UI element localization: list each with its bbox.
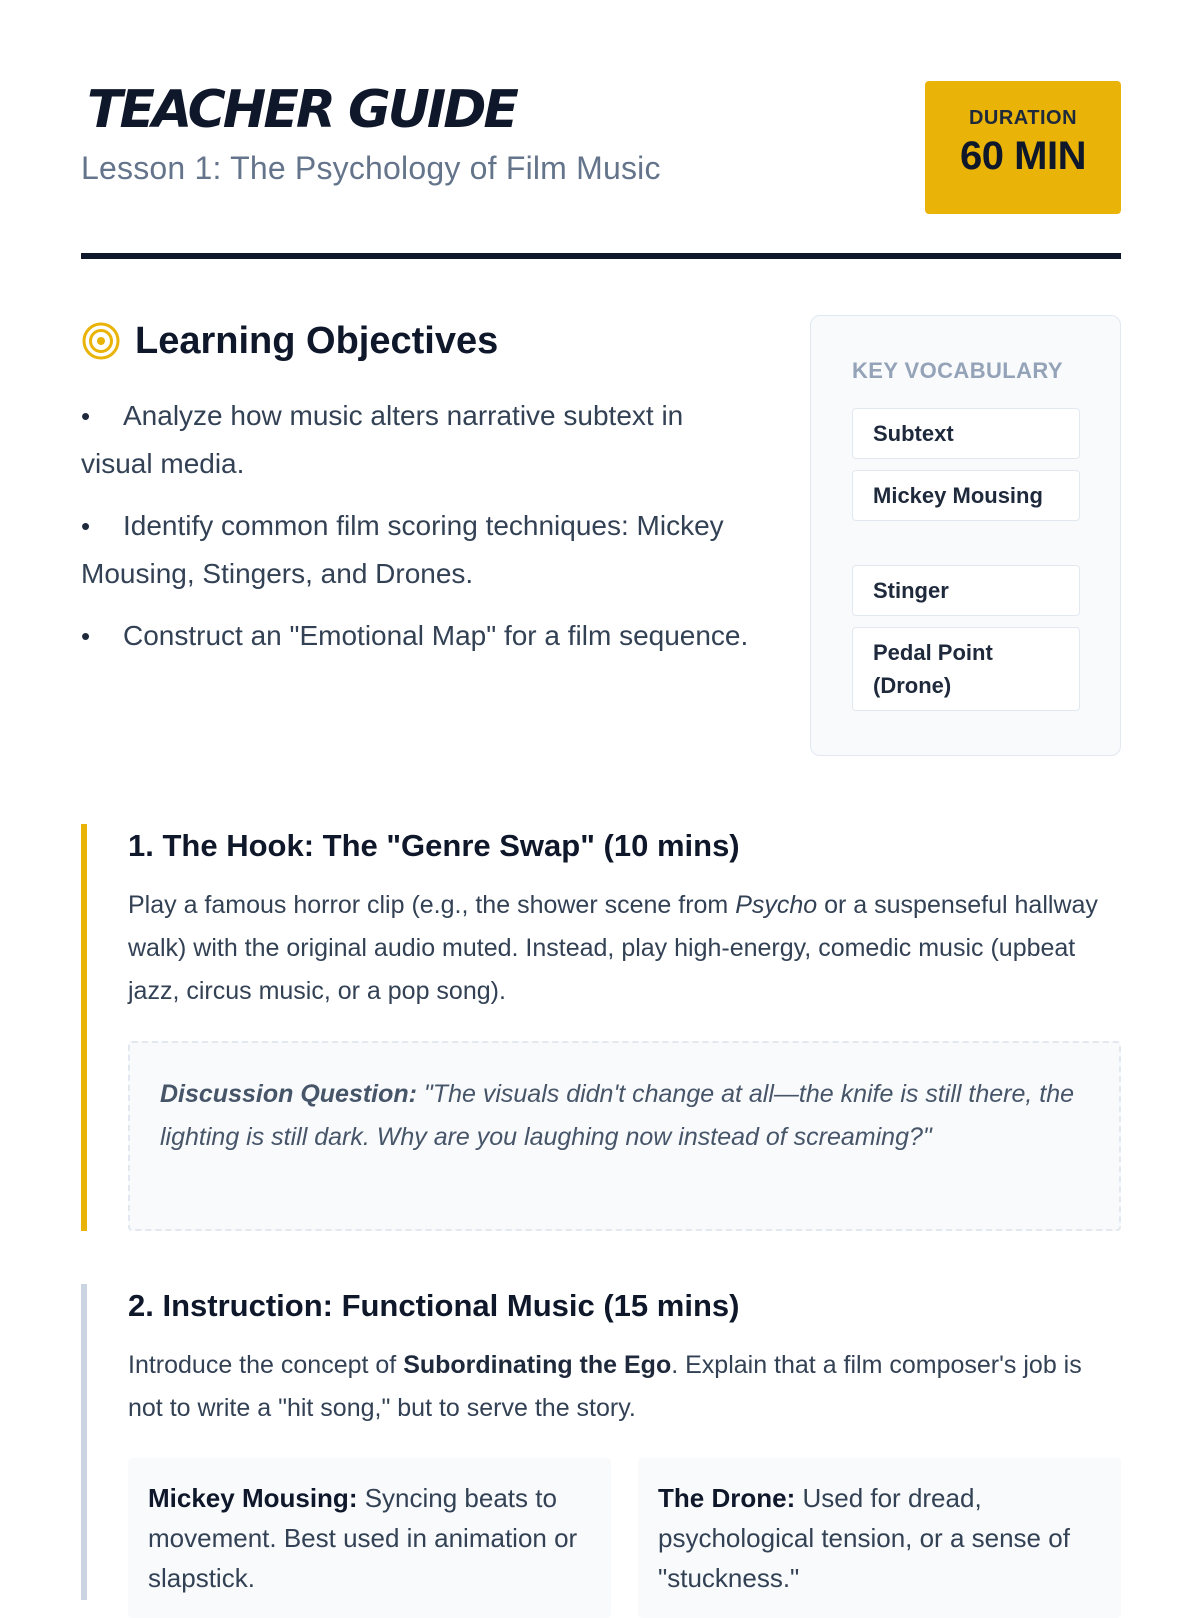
duration-value: 60 MIN: [960, 134, 1086, 178]
objective-item: [81, 502, 761, 598]
technique-description: Used for dread, psychological tension, or a sense of "stuckness.": [658, 1483, 1070, 1593]
target-icon: [81, 321, 121, 361]
discussion-text: "The visuals didn't change at all—the knife is still there, the lighting is still dark. Why are you laughing now instead of screaming?": [160, 1080, 1075, 1151]
key-vocabulary-card: [810, 315, 1121, 756]
technique-description: Syncing beats to movement. Best used in animation or slapstick.: [148, 1483, 578, 1593]
bullet-icon: •: [81, 511, 91, 541]
objective-item: [81, 612, 761, 660]
body-text: or a suspenseful hallway walk) with the original audio muted. Instead, play high-energy, comedic music (upbeat jazz, circus music, or a pop song).: [128, 891, 1098, 1005]
section-hook: [81, 824, 1121, 1231]
section-heading: 2. Instruction: Functional Music (15 mins): [128, 1288, 740, 1323]
objective-text: Analyze how music alters narrative subtext in visual media.: [81, 400, 684, 479]
vocabulary-term: Mickey Mousing: [852, 470, 1080, 521]
section-heading: 1. The Hook: The "Genre Swap" (10 mins): [128, 828, 740, 863]
page-header: [81, 78, 1121, 218]
objectives-header: [81, 312, 761, 370]
body-text: Play a famous horror clip (e.g., the shower scene from: [128, 891, 736, 919]
technique-term: Mickey Mousing:: [148, 1483, 358, 1513]
vocabulary-term: Pedal Point (Drone): [852, 627, 1080, 711]
vocabulary-term: Stinger: [852, 565, 1080, 616]
technique-term: The Drone:: [658, 1483, 796, 1513]
section-body: [128, 1344, 1118, 1430]
section-instruction: [81, 1284, 1121, 1600]
film-title: Psycho: [735, 891, 818, 919]
vocabulary-title: KEY VOCABULARY: [852, 358, 1063, 383]
header-divider: [81, 253, 1121, 259]
objective-text: Identify common film scoring techniques: Mickey Mousing, Stingers, and Drones.: [81, 510, 724, 589]
body-text: . Explain that a film composer's job is not to write a "hit song," but to serve the story.: [128, 1351, 1082, 1422]
section-body: [128, 884, 1118, 1013]
technique-card: [638, 1458, 1121, 1618]
objective-text: Construct an "Emotional Map" for a film sequence.: [123, 620, 749, 651]
bullet-icon: •: [81, 621, 91, 651]
discussion-question-box: [128, 1041, 1121, 1231]
objective-item: [81, 392, 761, 488]
duration-badge: [925, 81, 1121, 214]
vocabulary-term: Subtext: [852, 408, 1080, 459]
duration-label: DURATION: [968, 107, 1078, 129]
learning-objectives: [81, 312, 761, 674]
discussion-label: Discussion Question:: [160, 1080, 417, 1108]
section-accent-bar: [81, 824, 87, 1231]
bullet-icon: •: [81, 401, 91, 431]
section-accent-bar: [81, 1284, 87, 1600]
technique-card: [128, 1458, 611, 1618]
lesson-subtitle: Lesson 1: The Psychology of Film Music: [81, 150, 661, 186]
key-concept: Subordinating the Ego: [403, 1351, 672, 1379]
body-text: Introduce the concept of: [128, 1351, 404, 1379]
page-title: TEACHER GUIDE: [87, 80, 516, 140]
objectives-list: [81, 392, 761, 660]
objectives-title: Learning Objectives: [135, 319, 499, 362]
